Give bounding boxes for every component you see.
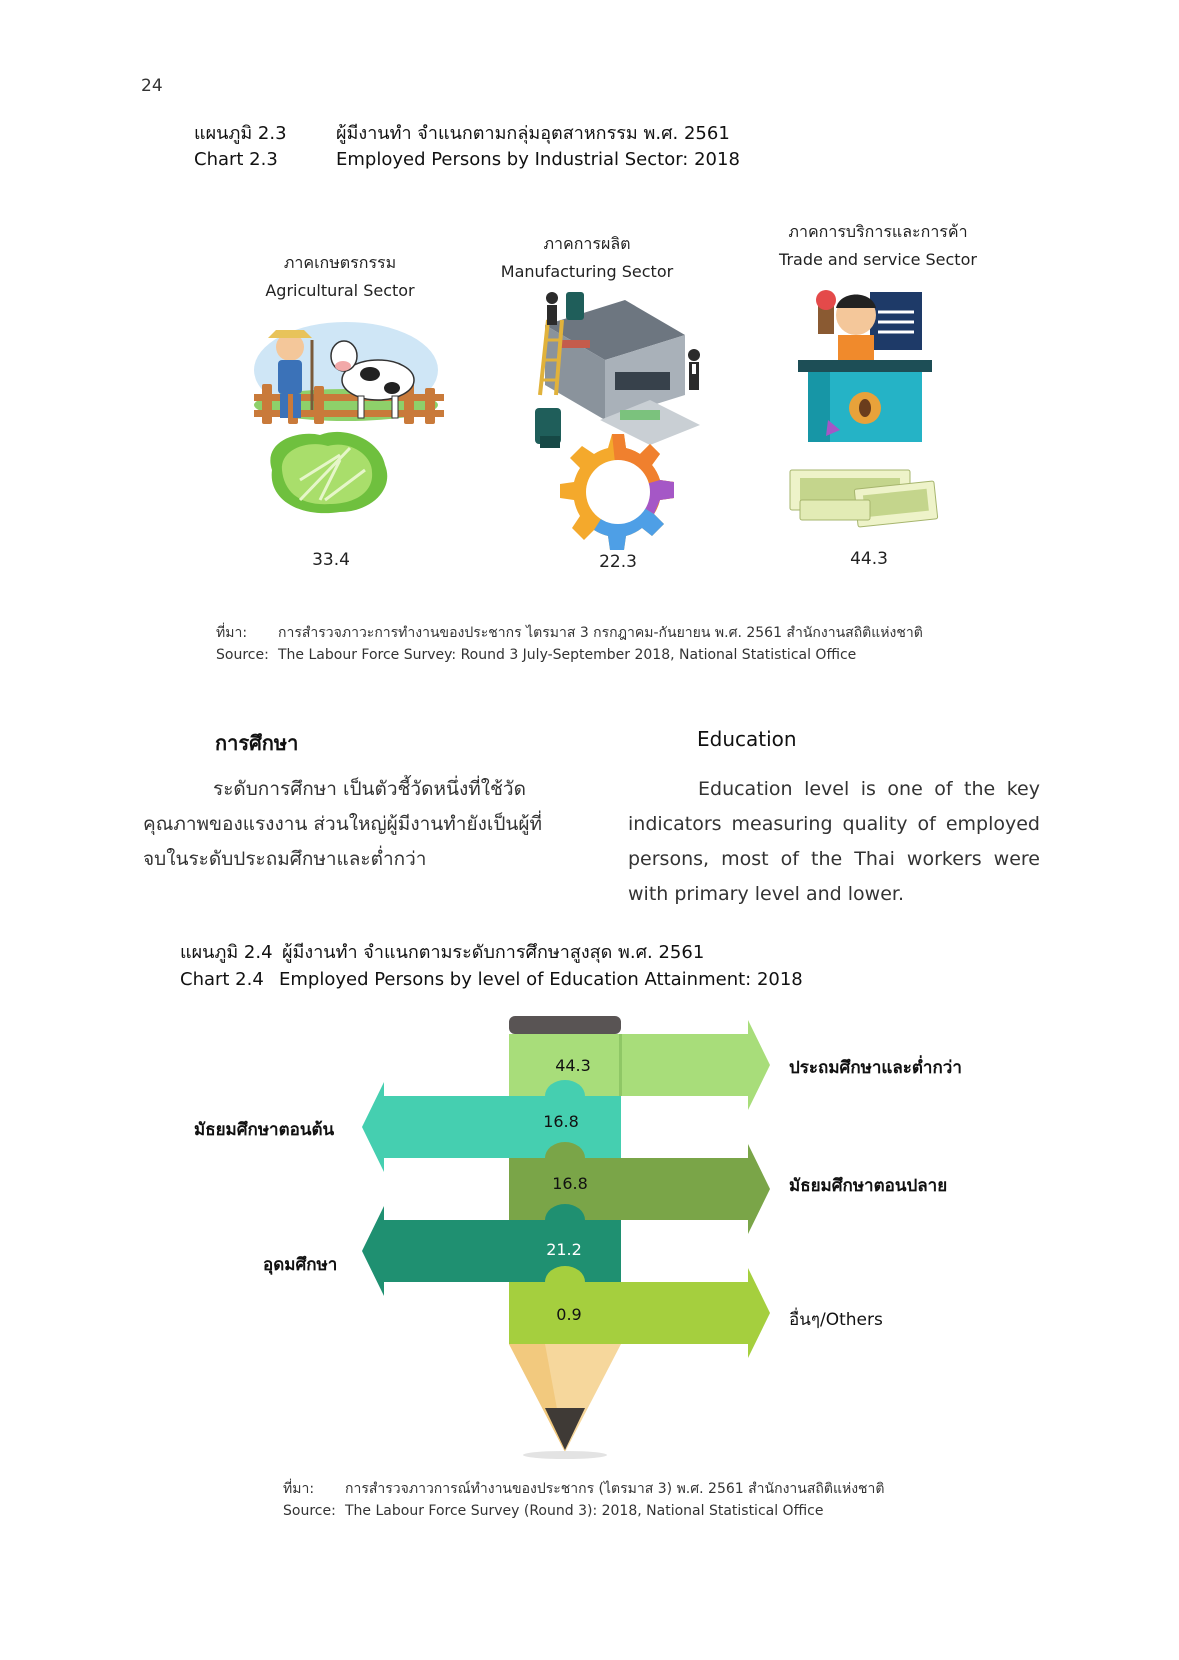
- value-primary: 44.3: [555, 1056, 591, 1075]
- chart-2-4-source-th: ที่มา: การสำรวจภาวการณ์ทำงานของประชากร (ไตรมาส 3) พ.ศ. 2561 สำนักงานสถิติแห่งชาติ: [283, 1481, 885, 1497]
- chart-2-4-title-th: ผู้มีงานทำ จำแนกตามระดับการศึกษาสูงสุด พ.ศ. 2561: [282, 942, 705, 963]
- education-paragraph-en: Education level is one of the key indicators measuring quality of employed persons, most of the Thai workers were with primary level and lower.: [628, 778, 1040, 905]
- lettuce-icon: [270, 432, 387, 513]
- chart-2-3-source-th: ที่มา: การสำรวจภาวะการทำงานของประชากร ไตรมาส 3 กรกฎาคม-กันยายน พ.ศ. 2561 สำนักงานสถิติแห่งชาติ: [216, 625, 923, 641]
- sector-manufacturing-label: ภาคการผลิต Manufacturing Sector: [500, 234, 674, 281]
- chart-2-4-title-en: Employed Persons by level of Education Attainment: 2018: [279, 969, 803, 990]
- shop-counter-icon: [798, 290, 932, 442]
- value-others: 0.9: [556, 1305, 582, 1324]
- value-lower-secondary: 16.8: [543, 1112, 579, 1131]
- chart-2-4-heading: [180, 937, 880, 997]
- education-paragraph-th: ระดับการศึกษา เป็นตัวชี้วัดหนึ่งที่ใช้วัดคุณภาพของแรงงาน ส่วนใหญ่ผู้มีงานทำยังเป็นผู้ที่จบในระดับประถมศึกษาและต่ำกว่า: [143, 778, 543, 870]
- sector-agriculture-label: ภาคเกษตรกรรม Agricultural Sector: [265, 253, 415, 300]
- education-title-th: การศึกษา: [215, 731, 299, 755]
- page-number: 24: [141, 76, 163, 96]
- chart-2-4-source-en: Source: The Labour Force Survey (Round 3): 2018, National Statistical Office: [283, 1503, 824, 1519]
- factory-machine-icon: [535, 292, 700, 448]
- chart-2-3-title-th: ผู้มีงานทำ จำแนกตามกลุ่มอุตสาหกรรม พ.ศ. 2561: [336, 123, 730, 144]
- pencil-lead: [545, 1408, 585, 1450]
- sector-manufacturing-value: 22.3: [599, 552, 637, 572]
- money-stack-icon: [790, 470, 938, 527]
- farm-scene-icon: [254, 322, 444, 424]
- sector-agriculture-value: 33.4: [312, 550, 350, 570]
- gear-icon: [560, 434, 674, 550]
- label-upper-secondary: มัธยมศึกษาตอนปลาย: [789, 1176, 948, 1196]
- label-others: อื่นๆ/Others: [789, 1310, 883, 1330]
- chart-2-3-label-en: Chart 2.3: [194, 149, 278, 170]
- chart-2-3-label-th: แผนภูมิ 2.3: [194, 123, 287, 144]
- label-primary: ประถมศึกษาและต่ำกว่า: [789, 1058, 962, 1078]
- chart-2-3-title-en: Employed Persons by Industrial Sector: 2018: [336, 149, 740, 170]
- label-higher-education: อุดมศึกษา: [263, 1255, 338, 1275]
- label-lower-secondary: มัธยมศึกษาตอนต้น: [194, 1120, 335, 1140]
- chart-2-4-label-en: Chart 2.4: [180, 969, 264, 990]
- sector-illustrations: [0, 0, 1179, 600]
- value-higher-education: 21.2: [546, 1240, 582, 1259]
- sector-trade-value: 44.3: [850, 549, 888, 569]
- pencil-eraser: [509, 1016, 621, 1034]
- value-upper-secondary: 16.8: [552, 1174, 588, 1193]
- education-title-en: Education: [697, 727, 797, 751]
- chart-2-4-label-th: แผนภูมิ 2.4: [180, 942, 273, 963]
- sector-trade-label: ภาคการบริการและการค้า Trade and service Sector: [779, 222, 977, 269]
- chart-2-3-source-en: Source: The Labour Force Survey: Round 3 July-September 2018, National Statistical Office: [216, 647, 857, 663]
